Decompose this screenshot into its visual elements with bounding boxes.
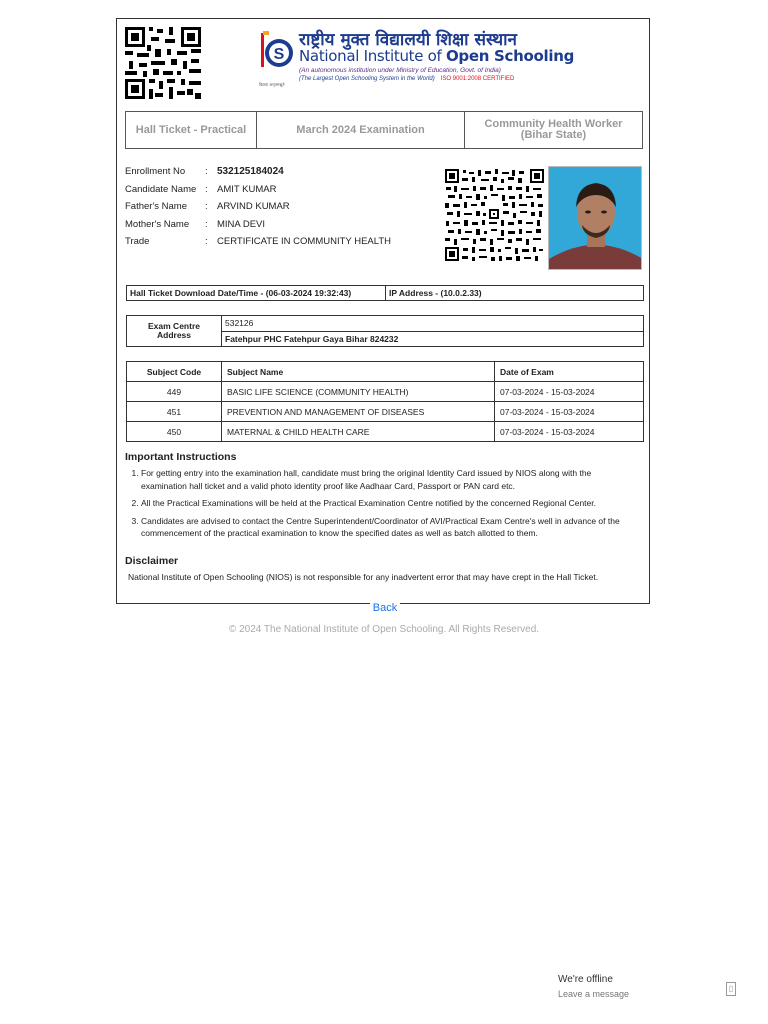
- logo-tagline: [299, 76, 514, 82]
- nios-logo: [259, 27, 575, 87]
- trade-row: Trade : CERTIFICATE IN COMMUNITY HEALTH: [125, 236, 392, 248]
- enrollment-value: 532125184024: [217, 166, 284, 178]
- father-name-value: ARVIND KUMAR: [217, 201, 290, 213]
- copyright-text: © 2024 The National Institute of Open Schooling. All Rights Reserved.: [228, 624, 540, 635]
- col-subject-code: Subject Code: [127, 362, 222, 382]
- instructions-list: [125, 467, 637, 540]
- subject-name: PREVENTION AND MANAGEMENT OF DISEASES: [222, 402, 495, 422]
- col-subject-name: Subject Name: [222, 362, 495, 382]
- disclaimer-title: Disclaimer: [125, 555, 179, 567]
- subject-code: 449: [127, 382, 222, 402]
- mother-name-value: MINA DEVI: [217, 218, 266, 230]
- candidate-portrait-image: [549, 167, 642, 270]
- father-name-label: Father's Name: [125, 201, 188, 213]
- trade-value: CERTIFICATE IN COMMUNITY HEALTH: [217, 236, 392, 248]
- download-info-table: [126, 285, 644, 301]
- mother-name-row: Mother's Name : MINA DEVI: [125, 218, 266, 230]
- table-row: [127, 382, 644, 402]
- candidate-name-value: AMIT KUMAR: [217, 183, 277, 195]
- exam-centre-address: Fatehpur PHC Fatehpur Gaya Bihar 824232: [222, 331, 644, 347]
- instructions-title: Important Instructions: [125, 451, 237, 463]
- course-name: Community Health Worker (Bihar State): [465, 112, 643, 149]
- logo-hindi-name: राष्ट्रीय मुक्त विद्यालयी शिक्षा संस्थान: [299, 30, 517, 50]
- enrollment-label: Enrollment No: [125, 166, 186, 178]
- table-row: [127, 422, 644, 442]
- subject-code: 450: [127, 422, 222, 442]
- candidate-info: [125, 163, 391, 251]
- subject-name: BASIC LIFE SCIENCE (COMMUNITY HEALTH): [222, 382, 495, 402]
- exam-date: 07-03-2024 - 15-03-2024: [495, 382, 644, 402]
- exam-centre-code: 532126: [222, 316, 644, 332]
- important-instructions: [125, 451, 637, 545]
- logo-english-name: [299, 47, 574, 65]
- candidate-name-row: Candidate Name : AMIT KUMAR: [125, 183, 277, 195]
- chat-leave-message[interactable]: Leave a message: [558, 989, 630, 999]
- exam-date: 07-03-2024 - 15-03-2024: [495, 402, 644, 422]
- col-date-of-exam: Date of Exam: [495, 362, 644, 382]
- ip-address: IP Address - (10.0.2.33): [386, 286, 644, 301]
- ticket-header-table: [125, 111, 643, 149]
- back-link[interactable]: Back: [370, 602, 400, 614]
- instruction-item: 1. For getting entry into the examination hall, candidate must bring the original Identity Card issued by NIOS along with the examination hall ticket and a valid photo identity proof like Aadhaar Card, Passport or PAN card etc.: [141, 467, 637, 492]
- table-row: [127, 402, 644, 422]
- trade-label: Trade: [125, 236, 150, 248]
- subject-code: 451: [127, 402, 222, 422]
- svg-text:S: S: [273, 46, 285, 63]
- candidate-name-label: Candidate Name: [125, 183, 197, 195]
- chat-toggle-icon[interactable]: ▯: [726, 982, 736, 996]
- qr-code-top: [125, 27, 201, 99]
- enrollment-row: Enrollment No : 532125184024: [125, 166, 284, 178]
- disclaimer-text: National Institute of Open Schooling (NIOS) is not responsible for any inadvertent error that may have crept in the Hall Ticket.: [128, 572, 599, 582]
- logo-english-name-part2: Open Schooling: [445, 47, 575, 65]
- subjects-table: [126, 361, 644, 442]
- nios-emblem-icon: [259, 29, 295, 83]
- subjects-header-row: [127, 362, 644, 382]
- mother-name-label: Mother's Name: [125, 218, 190, 230]
- exam-centre-table: [126, 315, 644, 347]
- exam-name: March 2024 Examination: [257, 112, 465, 149]
- logo-iso: ISO 9001:2008 CERTIFIED: [440, 76, 515, 82]
- download-datetime: Hall Ticket Download Date/Time - (06-03-2024 19:32:43): [127, 286, 386, 301]
- qr-code-candidate: [445, 169, 544, 261]
- disclaimer: [125, 555, 637, 582]
- chat-widget[interactable]: [558, 974, 629, 999]
- exam-date: 07-03-2024 - 15-03-2024: [495, 422, 644, 442]
- subject-name: MATERNAL & CHILD HEALTH CARE: [222, 422, 495, 442]
- logo-subtitle: (An autonomous institution under Ministry of Education, Govt. of India): [299, 67, 501, 74]
- hall-ticket: [116, 18, 650, 604]
- instruction-item: 3. Candidates are advised to contact the Centre Superintendent/Coordinator of AVI/Practical Exam Centre's well in advance of the commencement of the practical examination to know the specified dates as well as batch allotted to them.: [141, 515, 637, 540]
- chat-status: We're offline: [558, 974, 613, 985]
- candidate-photo: [548, 166, 642, 270]
- exam-centre-label: Exam Centre Address: [127, 316, 222, 347]
- logo-tagline-text: (The Largest Open Schooling System in the World): [299, 76, 435, 82]
- logo-emblem-tagline: विद्यया अमृतमश्नुते: [259, 82, 285, 87]
- ticket-type: Hall Ticket - Practical: [126, 112, 257, 149]
- father-name-row: Father's Name : ARVIND KUMAR: [125, 201, 290, 213]
- instruction-item: 2. All the Practical Examinations will be held at the Practical Examination Centre notified by the concerned Regional Center.: [141, 497, 637, 510]
- logo-english-name-part1: National Institute of: [299, 47, 446, 65]
